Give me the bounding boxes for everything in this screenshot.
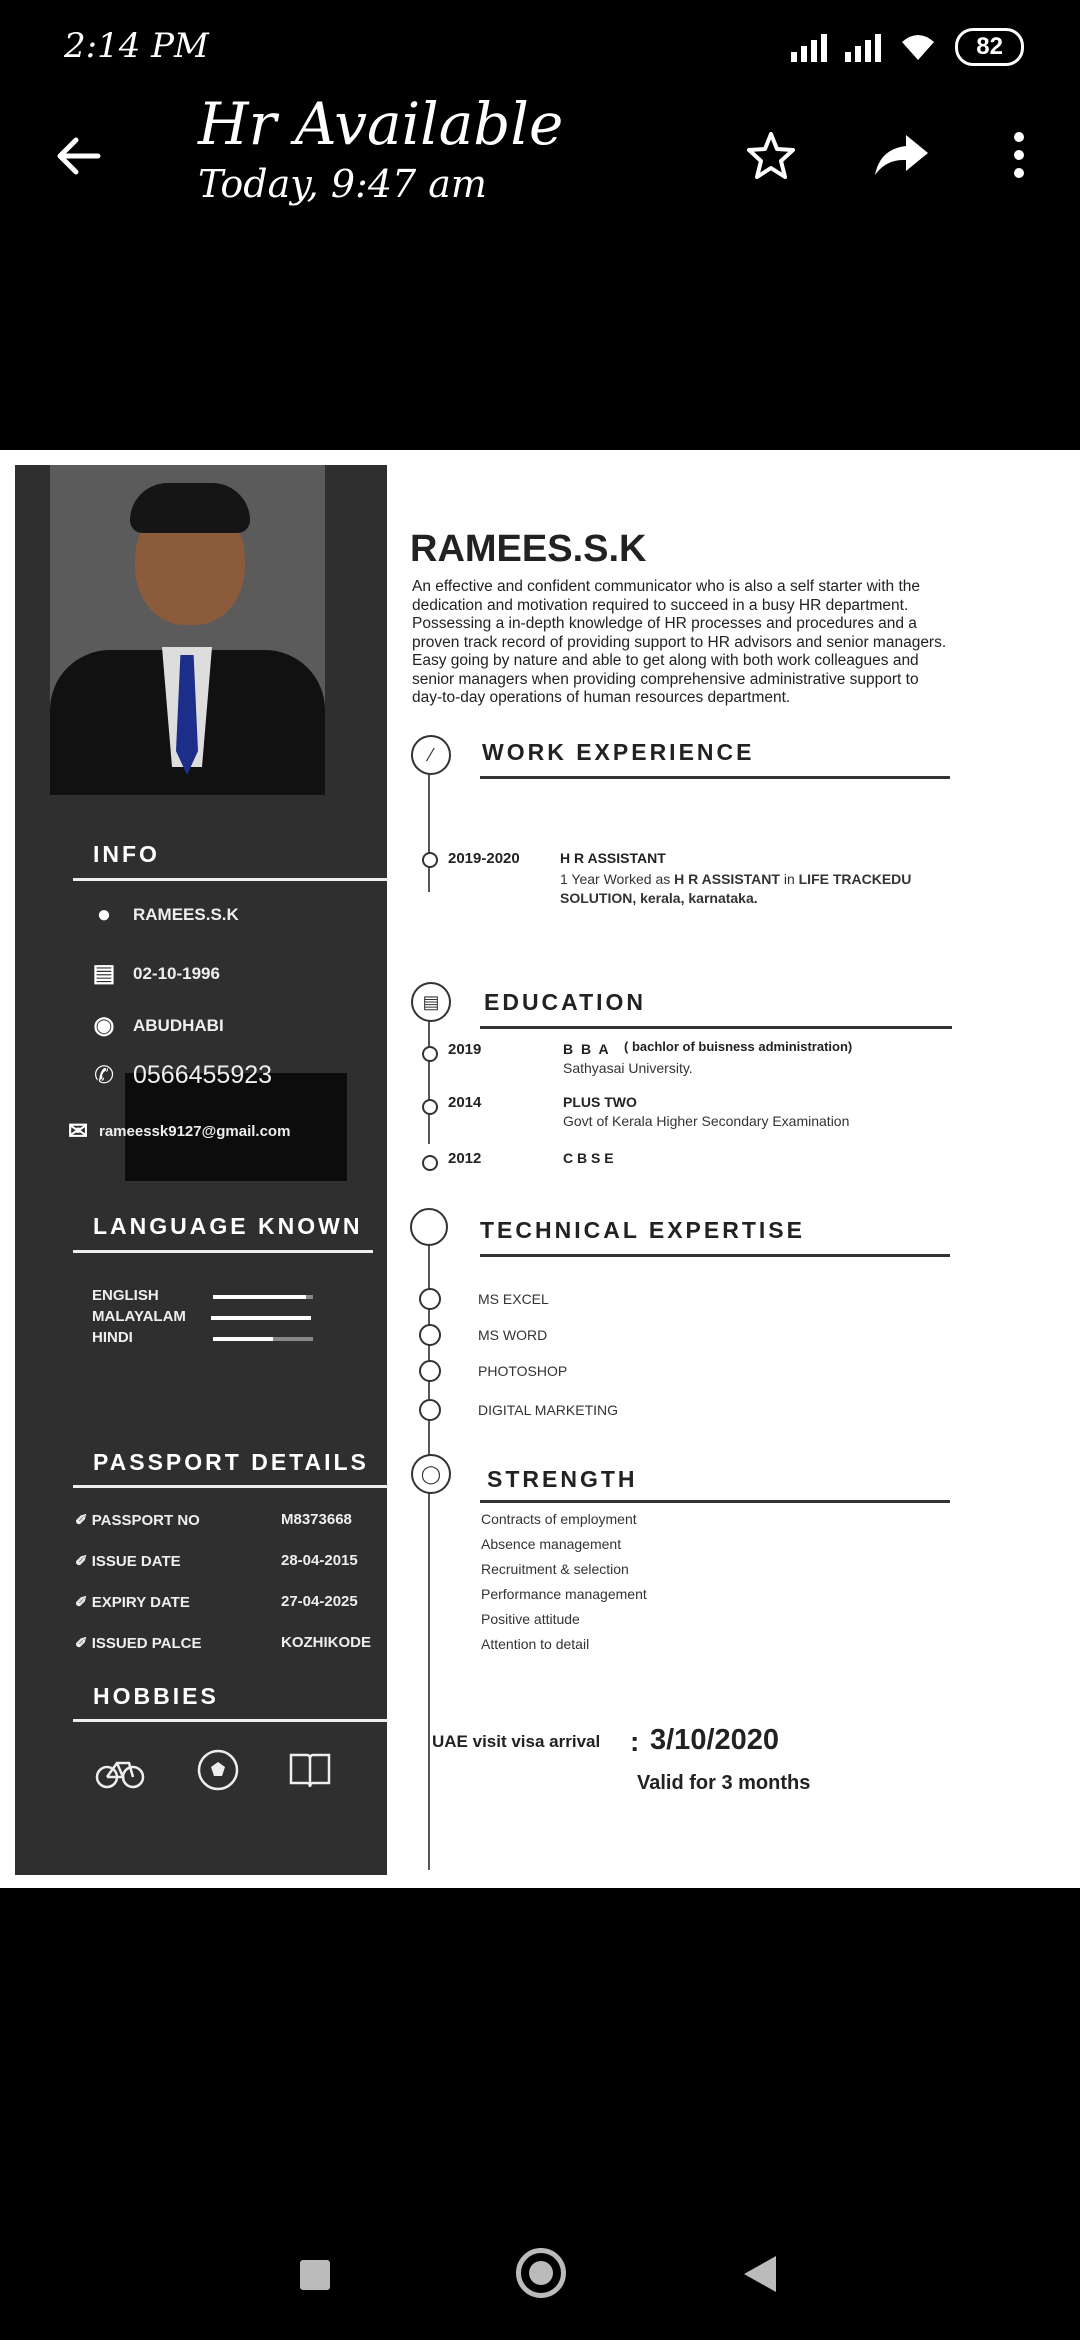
signal-icon xyxy=(845,32,881,62)
conversation-title: Hr Available xyxy=(198,90,564,158)
visa-colon: : xyxy=(630,1726,640,1757)
passport-key-label: ISSUED PALCE xyxy=(91,1635,202,1652)
status-bar xyxy=(0,0,1080,90)
message-timestamp: Today, 9:47 am xyxy=(198,162,487,206)
passport-key-label: ISSUE DATE xyxy=(91,1553,181,1570)
passport-key: ✐ PASSPORT NO xyxy=(75,1512,200,1529)
person-icon: ● xyxy=(96,901,112,928)
skill-item: MS EXCEL xyxy=(478,1291,549,1307)
language-level-fill xyxy=(211,1316,311,1320)
battery-indicator: 82 xyxy=(955,28,1024,66)
timeline-node xyxy=(422,1046,438,1062)
language-name: MALAYALAM xyxy=(92,1308,186,1325)
phone-icon: ✆ xyxy=(93,1062,115,1089)
pencil-icon: ⁄ xyxy=(411,735,451,775)
mouse-icon: ◯ xyxy=(411,1454,451,1494)
resume-image[interactable] xyxy=(0,450,1080,1888)
work-description: 1 Year Worked as H R ASSISTANT in LIFE TRACKEDU SOLUTION, kerala, karnataka. xyxy=(560,871,912,906)
wifi-icon xyxy=(899,32,937,62)
back-arrow-icon[interactable] xyxy=(50,128,106,184)
skill-item: DIGITAL MARKETING xyxy=(478,1402,619,1418)
cake-icon: ▤ xyxy=(92,960,116,987)
info-phone: ✆ 0566455923 xyxy=(91,1061,272,1090)
education-note: ( bachlor of buisness administration) xyxy=(624,1039,853,1054)
app-bar xyxy=(0,90,1080,220)
divider xyxy=(73,1250,373,1253)
work-role: H R ASSISTANT xyxy=(560,850,666,866)
education-year: 2012 xyxy=(448,1150,482,1167)
strength-item: Contracts of employment xyxy=(481,1511,637,1527)
more-options-button[interactable] xyxy=(984,120,1054,190)
visa-label: UAE visit visa arrival xyxy=(432,1732,601,1751)
education-degree: C B S E xyxy=(563,1150,614,1166)
strength-item: Positive attitude xyxy=(481,1611,580,1627)
strength-item: Performance management xyxy=(481,1586,647,1602)
skill-item: MS WORD xyxy=(478,1327,548,1343)
education-school: Govt of Kerala Higher Secondary Examination xyxy=(563,1113,850,1129)
technical-heading: TECHNICAL EXPERTISE xyxy=(480,1217,805,1243)
share-button[interactable] xyxy=(866,120,936,190)
passport-key-label: PASSPORT NO xyxy=(91,1512,200,1529)
book-icon xyxy=(285,1745,335,1795)
education-heading: EDUCATION xyxy=(484,989,647,1015)
language-level-bar xyxy=(213,1337,313,1341)
status-icons xyxy=(791,28,1024,66)
skill-item: PHOTOSHOP xyxy=(478,1363,568,1379)
language-name: ENGLISH xyxy=(92,1287,159,1304)
education-degree: B B A xyxy=(563,1041,611,1057)
timeline-node xyxy=(419,1288,441,1310)
timeline-node xyxy=(419,1324,441,1346)
system-back-button[interactable] xyxy=(744,2256,776,2292)
home-button[interactable] xyxy=(516,2248,566,2298)
passport-value: 28-04-2015 xyxy=(281,1552,358,1569)
passport-key: ✐ EXPIRY DATE xyxy=(75,1594,190,1611)
timeline-node xyxy=(422,852,438,868)
passport-key-label: EXPIRY DATE xyxy=(91,1594,190,1611)
education-school: Sathyasai University. xyxy=(563,1060,693,1076)
share-arrow-icon xyxy=(872,129,930,181)
passport-value: KOZHIKODE xyxy=(281,1634,371,1651)
star-icon xyxy=(745,129,797,181)
divider xyxy=(480,1500,950,1503)
divider xyxy=(480,1254,950,1257)
info-location: ◉ ABUDHABI xyxy=(91,1011,224,1040)
timeline-node xyxy=(422,1099,438,1115)
strength-item: Absence management xyxy=(481,1536,622,1552)
divider xyxy=(73,1719,388,1722)
timeline-line xyxy=(428,1220,430,1870)
mail-icon: ✉ xyxy=(67,1118,89,1145)
info-email: ✉ rameessk9127@gmail.com xyxy=(65,1117,290,1146)
languages-heading: LANGUAGE KNOWN xyxy=(93,1213,363,1239)
visa-validity: Valid for 3 months xyxy=(637,1772,811,1794)
info-dob: ▤ 02-10-1996 xyxy=(92,960,220,987)
language-level-fill xyxy=(213,1337,273,1341)
education-year: 2019 xyxy=(448,1041,482,1058)
location-pin-icon: ◉ xyxy=(93,1012,115,1039)
education-degree: PLUS TWO xyxy=(563,1094,637,1110)
language-level-bar xyxy=(213,1295,313,1299)
divider xyxy=(73,1485,388,1488)
divider xyxy=(480,1026,952,1029)
timeline-node xyxy=(410,1208,448,1246)
strength-item: Recruitment & selection xyxy=(481,1561,629,1577)
resume-name: RAMEES.S.K xyxy=(410,528,647,570)
education-year: 2014 xyxy=(448,1094,482,1111)
passport-value: 27-04-2025 xyxy=(281,1593,358,1610)
language-level-bar xyxy=(211,1316,311,1320)
info-name: ● RAMEES.S.K xyxy=(91,901,239,929)
book-icon: ▤ xyxy=(411,982,451,1022)
divider xyxy=(73,878,388,881)
profile-photo xyxy=(50,465,325,795)
strength-item: Attention to detail xyxy=(481,1636,590,1652)
divider xyxy=(480,776,950,779)
football-icon xyxy=(193,1745,243,1795)
passport-key: ✐ ISSUED PALCE xyxy=(75,1635,202,1652)
hobbies-heading: HOBBIES xyxy=(93,1683,219,1709)
language-name: HINDI xyxy=(92,1329,133,1346)
star-button[interactable] xyxy=(736,120,806,190)
resume-sidebar xyxy=(15,465,387,1875)
passport-heading: PASSPORT DETAILS xyxy=(93,1449,369,1475)
resume-summary: An effective and confident communicator who is also a self starter with the dedication and motivation required to succeed in a busy HR department. Possessing a in-depth knowledge of HR processes and procedures and a proven track record of providing support to HR advisors and senior managers. Easy going by nature and able to get along with both work colleagues and senior managers when providing comprehensive administrative support to day-to-day operations of human resources department. xyxy=(412,578,947,706)
passport-value: M8373668 xyxy=(281,1511,352,1528)
passport-key: ✐ ISSUE DATE xyxy=(75,1553,181,1570)
work-year: 2019-2020 xyxy=(448,850,520,867)
info-heading: INFO xyxy=(93,841,160,867)
bicycle-icon xyxy=(95,1745,145,1795)
more-vert-icon xyxy=(1011,129,1027,181)
visa-date: 3/10/2020 xyxy=(650,1724,780,1756)
system-nav-bar xyxy=(0,2200,1080,2340)
recents-button[interactable] xyxy=(300,2260,330,2290)
language-level-fill xyxy=(213,1295,306,1299)
signal-icon xyxy=(791,32,827,62)
timeline-node xyxy=(419,1399,441,1421)
timeline-node xyxy=(419,1360,441,1382)
status-time: 2:14 PM xyxy=(64,26,209,66)
work-heading: WORK EXPERIENCE xyxy=(482,739,755,765)
strength-heading: STRENGTH xyxy=(487,1466,638,1492)
timeline-node xyxy=(422,1155,438,1171)
